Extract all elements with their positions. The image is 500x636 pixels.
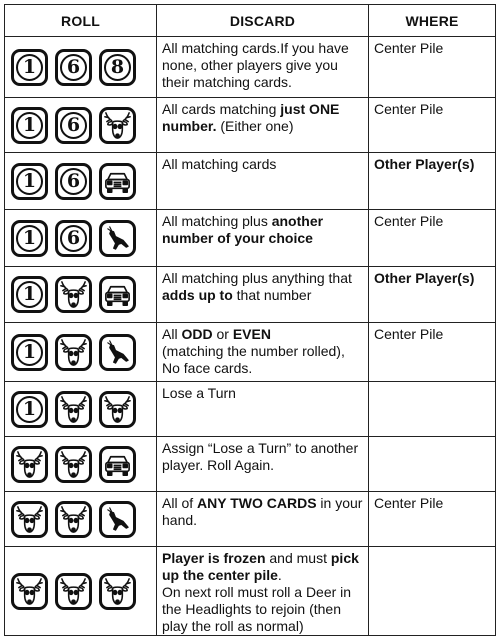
- where-cell: [369, 210, 496, 267]
- deer-head-icon: [102, 110, 133, 141]
- discard-text: If you have none, other players give you their matching cards.: [162, 40, 349, 90]
- dice-group: [5, 573, 156, 610]
- discard-cell: [157, 437, 369, 492]
- table-row: [5, 37, 496, 98]
- discard-text: and must: [265, 550, 331, 566]
- discard-cell: [157, 98, 369, 153]
- discard-text: All matching cards: [162, 156, 277, 172]
- where-cell: [369, 37, 496, 98]
- roll-cell: [5, 437, 157, 492]
- dice-group: [5, 49, 156, 86]
- discard-cell: [157, 547, 369, 636]
- deer-head-icon: [58, 576, 89, 607]
- where-cell: [369, 492, 496, 547]
- discard-text: .: [277, 567, 282, 583]
- discard-text: All matching plus: [162, 213, 272, 229]
- dice-group: [5, 501, 156, 538]
- number-die: [11, 107, 48, 144]
- discard-bold-text: adds up to: [162, 287, 233, 303]
- discard-cell: [157, 37, 369, 98]
- table-row: [5, 98, 496, 153]
- icon-die: [99, 107, 136, 144]
- icon-die: [99, 276, 136, 313]
- header-roll: ROLL: [5, 5, 157, 37]
- discard-text: All matching plus anything that: [162, 270, 352, 286]
- table-row: [5, 382, 496, 437]
- where-cell: [369, 267, 496, 323]
- icon-die: [99, 391, 136, 428]
- roll-cell: [5, 210, 157, 267]
- roll-cell: [5, 98, 157, 153]
- deer-head-icon: [58, 394, 89, 425]
- where-text: Other Player(s): [374, 156, 475, 172]
- dice-group: [5, 334, 156, 371]
- table-row: [5, 323, 496, 382]
- car-icon: [102, 279, 133, 310]
- roll-cell: [5, 547, 157, 636]
- discard-cell: [157, 382, 369, 437]
- die-number: 1: [16, 339, 43, 366]
- discard-text: All: [162, 326, 182, 342]
- number-die: [55, 163, 92, 200]
- deer-head-icon: [102, 576, 133, 607]
- discard-text: or: [212, 326, 233, 342]
- dice-group: [5, 391, 156, 428]
- where-cell: [369, 323, 496, 382]
- number-die: [55, 220, 92, 257]
- discard-text: All of: [162, 495, 198, 511]
- icon-die: [99, 220, 136, 257]
- icon-die: [11, 573, 48, 610]
- discard-text: (matching the number rolled),: [162, 343, 345, 359]
- discard-text: (Either one): [216, 118, 294, 134]
- icon-die: [55, 446, 92, 483]
- discard-text: in your hand.: [162, 495, 363, 528]
- die-number: 1: [16, 281, 43, 308]
- header-row: [5, 5, 496, 37]
- table-row: [5, 210, 496, 267]
- leaping-deer-icon: [102, 223, 133, 254]
- discard-bold-text: pick up the center pile: [162, 550, 359, 583]
- discard-bold-text: another number of your choice: [162, 213, 324, 246]
- car-icon: [102, 166, 133, 197]
- roll-cell: [5, 37, 157, 98]
- where-text: Center Pile: [374, 101, 444, 117]
- icon-die: [55, 501, 92, 538]
- table-row: [5, 437, 496, 492]
- header-discard: DISCARD: [157, 5, 369, 37]
- number-die: [99, 49, 136, 86]
- deer-head-icon: [58, 279, 89, 310]
- number-die: [11, 220, 48, 257]
- number-die: [11, 334, 48, 371]
- discard-text: Lose a Turn: [162, 385, 236, 401]
- table-row: [5, 492, 496, 547]
- where-cell: [369, 437, 496, 492]
- roll-cell: [5, 267, 157, 323]
- die-number: 1: [16, 168, 43, 195]
- icon-die: [99, 573, 136, 610]
- roll-cell: [5, 323, 157, 382]
- die-number: 6: [60, 168, 87, 195]
- discard-bold-text: ODD: [181, 326, 213, 342]
- dice-group: [5, 276, 156, 313]
- die-number: 1: [16, 396, 43, 423]
- discard-text: All matching cards.: [162, 40, 281, 56]
- discard-text: On next roll must roll a Deer in the Headlights to rejoin (then play the roll as normal): [162, 584, 352, 634]
- discard-cell: [157, 267, 369, 323]
- number-die: [55, 107, 92, 144]
- icon-die: [55, 276, 92, 313]
- dice-group: [5, 446, 156, 483]
- discard-text: Assign “Lose a Turn” to another player. Roll Again.: [162, 440, 359, 473]
- car-icon: [102, 449, 133, 480]
- table-row: [5, 547, 496, 636]
- header-where: WHERE: [369, 5, 496, 37]
- icon-die: [55, 391, 92, 428]
- deer-head-icon: [14, 449, 45, 480]
- discard-cell: [157, 323, 369, 382]
- die-number: 6: [60, 112, 87, 139]
- roll-cell: [5, 153, 157, 210]
- where-text: Center Pile: [374, 495, 444, 511]
- number-die: [11, 391, 48, 428]
- deer-head-icon: [58, 337, 89, 368]
- icon-die: [11, 446, 48, 483]
- die-number: 6: [60, 54, 87, 81]
- deer-head-icon: [58, 504, 89, 535]
- where-cell: [369, 153, 496, 210]
- discard-bold-text: ANY TWO CARDS: [197, 495, 317, 511]
- die-number: 8: [104, 54, 131, 81]
- roll-cell: [5, 382, 157, 437]
- where-cell: [369, 547, 496, 636]
- discard-text: No face cards.: [162, 360, 253, 376]
- dice-group: [5, 107, 156, 144]
- die-number: 6: [60, 225, 87, 252]
- discard-text: All cards matching: [162, 101, 281, 117]
- discard-bold-text: just ONE number.: [162, 101, 340, 134]
- icon-die: [99, 446, 136, 483]
- where-text: Center Pile: [374, 40, 444, 56]
- die-number: 1: [16, 112, 43, 139]
- discard-bold-text: Player is frozen: [162, 550, 266, 566]
- icon-die: [99, 334, 136, 371]
- leaping-deer-icon: [102, 504, 133, 535]
- deer-head-icon: [58, 449, 89, 480]
- deer-head-icon: [14, 576, 45, 607]
- where-text: Center Pile: [374, 213, 444, 229]
- number-die: [11, 49, 48, 86]
- discard-cell: [157, 492, 369, 547]
- number-die: [55, 49, 92, 86]
- die-number: 1: [16, 225, 43, 252]
- icon-die: [99, 163, 136, 200]
- icon-die: [55, 334, 92, 371]
- number-die: [11, 163, 48, 200]
- discard-cell: [157, 153, 369, 210]
- icon-die: [99, 501, 136, 538]
- leaping-deer-icon: [102, 337, 133, 368]
- where-text: Other Player(s): [374, 270, 475, 286]
- dice-group: [5, 163, 156, 200]
- where-text: Center Pile: [374, 326, 444, 342]
- table-row: [5, 153, 496, 210]
- discard-bold-text: EVEN: [232, 326, 271, 342]
- die-number: 1: [16, 54, 43, 81]
- roll-discard-table-sheet: [4, 4, 495, 634]
- table-row: [5, 267, 496, 323]
- where-cell: [369, 382, 496, 437]
- discard-cell: [157, 210, 369, 267]
- deer-head-icon: [102, 394, 133, 425]
- number-die: [11, 276, 48, 313]
- roll-cell: [5, 492, 157, 547]
- dice-group: [5, 220, 156, 257]
- roll-discard-table: [4, 4, 496, 636]
- deer-head-icon: [14, 504, 45, 535]
- discard-text: that number: [232, 287, 312, 303]
- icon-die: [55, 573, 92, 610]
- where-cell: [369, 98, 496, 153]
- icon-die: [11, 501, 48, 538]
